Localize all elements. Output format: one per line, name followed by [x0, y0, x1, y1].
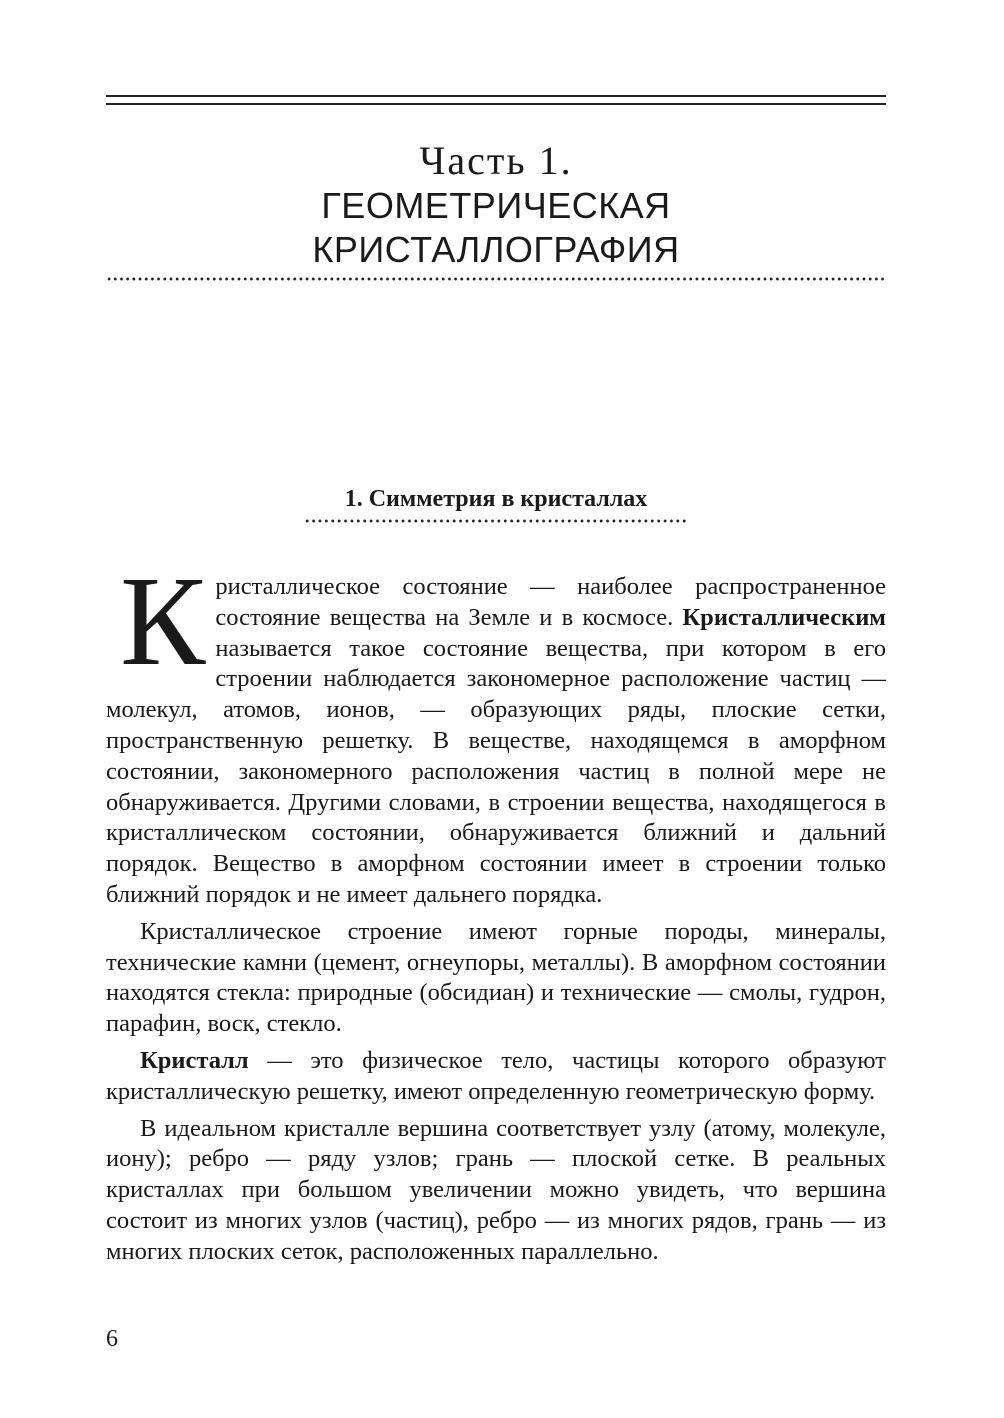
paragraph-1-body: называется такое состояние вещества, при котором в его строении наблюдается закономерное расположение частиц — молекул, атомов, ионов, — образующих ряды, плоские сетки, пространственную решетку. В веществе, находящемся в аморфном состоянии, закономерного расположения частиц в полной мере не обнаруживается. Другими словами, в строении вещества, находящегося в кристаллическом состоянии, обнаруживается ближний и дальний порядок. Вещество в аморфном состоянии имеет в строении только ближний порядок и не имеет дальнего порядка. — [106, 634, 886, 908]
chapter-heading — [106, 138, 886, 272]
part-title-line-1: ГЕОМЕТРИЧЕСКАЯ — [321, 185, 671, 226]
paragraph-4: В идеальном кристалле вершина соответствует узлу (атому, молекуле, иону); ребро — ряду узлов; грань — плоской сетке. В реальных кристаллах при большом увеличении можно увидеть, что вершина состоит из многих узлов (частиц), ребро — из многих рядов, грань — из многих плоских сеток, расположенных параллельно. — [106, 1114, 886, 1265]
term-crystal: Кристалл — [140, 1046, 249, 1074]
paragraph-1 — [106, 550, 886, 911]
drop-cap: К — [120, 550, 206, 692]
part-title-line-2: КРИСТАЛЛОГРАФИЯ — [312, 229, 680, 270]
body-text — [106, 550, 886, 1274]
page-number: 6 — [106, 1326, 118, 1352]
dotted-divider-section — [304, 518, 686, 524]
term-crystalline: Кристаллическим — [682, 603, 886, 631]
section-title: 1. Симметрия в кристаллах — [344, 486, 648, 512]
top-double-rule — [106, 95, 886, 105]
paragraph-3 — [106, 1046, 886, 1108]
part-number: Часть 1. — [419, 138, 573, 183]
dotted-divider-chapter — [106, 276, 886, 282]
paragraph-2: Кристаллическое строение имеют горные породы, минералы, технические камни (цемент, огнеупоры, металлы). В аморфном состоянии находятся стекла: природные (обсидиан) и технические — смолы, гудрон, парафин, воск, стекло. — [106, 917, 886, 1038]
paragraph-3-body: — это физическое тело, частицы которого образуют кристаллическую решетку, имеют определенную геометрическую форму. — [106, 1046, 886, 1105]
paragraph-1-intro: ристаллическое состояние — наиболее распространенное состояние вещества на Земле и в космосе. — [215, 573, 886, 631]
